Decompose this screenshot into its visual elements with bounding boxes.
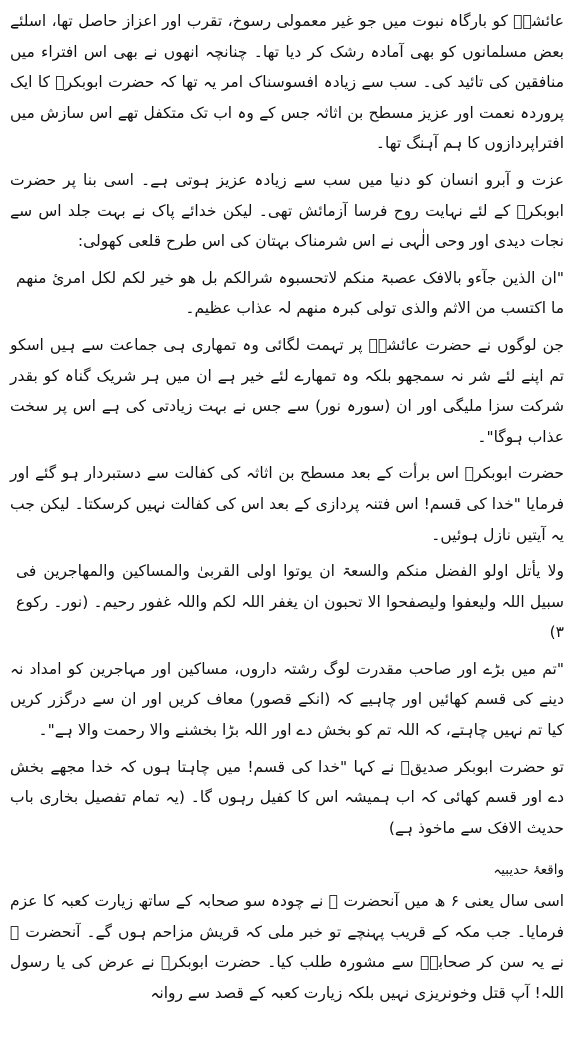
paragraph-abubakr-oath: تو حضرت ابوبکر صدیقؓ نے کہا "خدا کی قسم! میں چاہتا ہوں کہ خدا مجھے بخش دے اور قسم کھائی کہ اب ہمیشہ اس کا کفیل رہوں گا۔ (یہ تمام تفصیل بخاری باب حدیث الافک سے ماخوذ ہے) (10, 757, 564, 837)
paragraph-aisha-rank: عائشہؓ کو بارگاہ نبوت میں جو غیر معمولی رسوخ، تقرب اور اعزاز حاصل تھا، اسلئے بعض مسلمانوں کو بھی آمادہ رشک کر دیا تھا۔ چنانچہ انھوں نے بھی اس افتراء میں منافقین کی تائید کی۔ سب سے زیادہ افسوسناک امر یہ تھا کہ حضرت ابوبکرؓ کا ایک پروردہ نعمت اور عزیز مسطح بن اثاثہ جس کے وہ اب تک متکفل تھے اس سازش میں افتراپردازوں کا ہم آہنگ تھا۔ (10, 12, 564, 153)
paragraph-verse-translation: جن لوگوں نے حضرت عائشہؓ پر تہمت لگائی وہ تمھاری ہی جماعت سے ہیں اسکو تم اپنے لئے شر نہ سمجھو بلکہ وہ تمھارے لئے خیر ہے ان میں ہر شریک گناہ کو بقدر شرکت سزا ملیگی اور ان (سورہ نور) سے جس نے بہت زیادتی کی ہے اس پر سخت عذاب ہوگا"۔ (10, 335, 564, 446)
paragraph-hudaibiya: اسی سال یعنی ۶ ھ میں آنحضرت ﷺ نے چودہ سو صحابہ کے ساتھ زیارت کعبہ کا عزم فرمایا۔ جب مکہ کے قریب پہنچے تو خبر ملی کہ قریش مزاحم ہوں گے۔ آنحضرت ﷺ نے یہ سن کر صحابہؓ سے مشورہ طلب کیا۔ حضرت ابوبکرؓ نے عرض کی یا رسول اللہ! آپ قتل وخونریزی نہیں بلکہ زیارت کعبہ کے قصد سے روانہ (10, 892, 564, 1002)
paragraph-honor-trial: عزت و آبرو انسان کو دنیا میں سب سے زیادہ عزیز ہوتی ہے۔ اسی بنا پر حضرت ابوبکرؓ کے لئے نہایت روح فرسا آزمائش تھی۔ لیکن خدائے پاک نے بہت جلد اس سے نجات دیدی اور وحی الٰہی نے اس شرمناک بہتان کی اس طرح قلعی کھولی: (10, 170, 564, 251)
paragraph-mistah-support: حضرت ابوبکرؓ اس برأت کے بعد مسطح بن اثاثہ کی کفالت سے دستبردار ہو گئے اور فرمایا "خدا کی قسم! اس فتنہ پردازی کے بعد اس کی کفالت نہیں کرسکتا۔ لیکن جب یہ آیتیں نازل ہوئیں۔ (10, 464, 564, 544)
paragraph-nur-translation: "تم میں بڑے اور صاحب مقدرت لوگ رشتہ داروں، مساکین اور مہاجرین کو امداد نہ دینے کی قسم کھائیں اور چاہیے کہ (انکے قصور) معاف کریں اور ان سے درگزر کریں کیا تم نہیں چاہتے، کہ اللہ تم کو بخش دے اور اللہ بڑا بخشنے والا رحمت والا ہے"۔ (10, 659, 564, 740)
quran-verse-ifk: "ان الذین جآءو بالافک عصبۃ منکم لاتحسبوہ شرالکم بل ھو خیر لکم لکل امرئ منھم ما اکتسب من الاثم والذی تولی کبرہ منھم لہ عذاب عظیم۔ (16, 268, 564, 318)
section-heading-hudaibiya: واقعۂ حدیبیہ (493, 862, 564, 879)
quran-verse-nur: ولا یأتل اولو الفضل منکم والسعۃ ان یوتوا اولی القربیٰ والمساکین والمھاجرین فی سبیل اللہ ولیعفوا ولیصفحوا الا تحبون ان یغفر اللہ لکم واللہ غفور رحیم۔ (نور۔ رکوع ۳) (16, 562, 564, 642)
